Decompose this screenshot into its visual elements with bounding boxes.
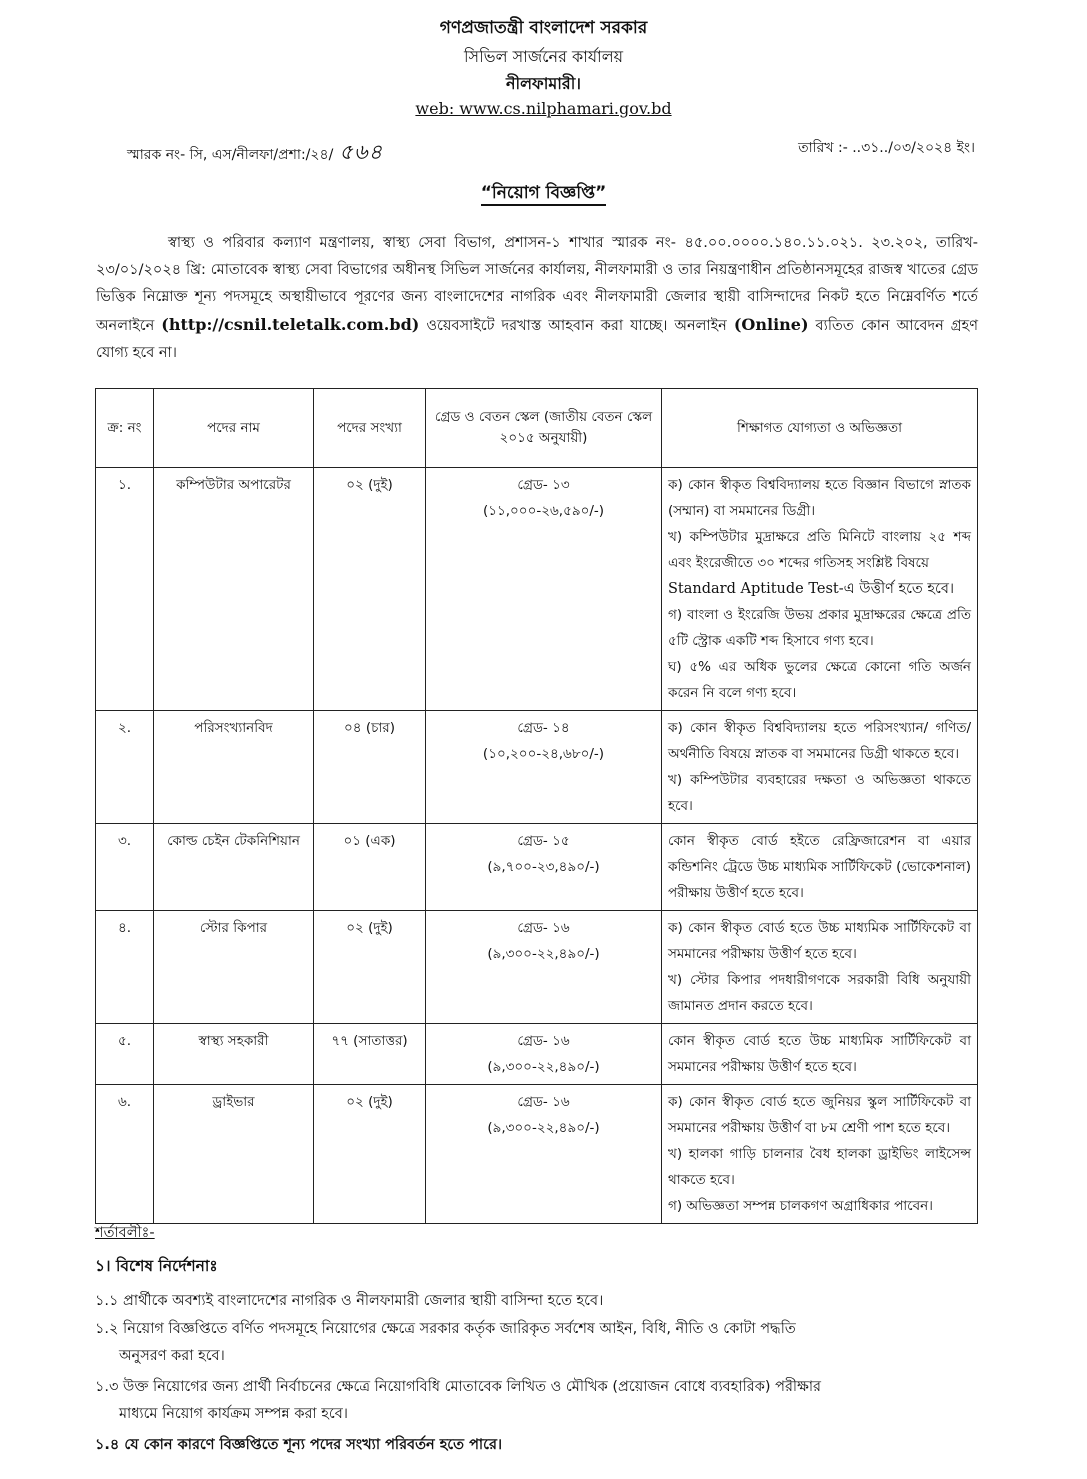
term-item: ১.৪ যে কোন কারণে বিজ্ঞপ্তিতে শূন্য পদের সংখ্যা পরিবর্তন হতে পারে। xyxy=(95,1437,503,1453)
pay-scale: (৯,৩০০-২২,৪৯০/-) xyxy=(487,1059,600,1075)
row-post-name: কোল্ড চেইন টেকনিশিয়ান xyxy=(154,824,314,911)
table-row xyxy=(96,1085,978,1224)
table-header-row xyxy=(96,389,978,468)
pay-scale: (১১,০০০-২৬,৫৯০/-) xyxy=(482,503,605,519)
qualification-line: কোন স্বীকৃত বোর্ড হইতে রেফ্রিজারেশন বা এয়ার কন্ডিশনিং ট্রেডে উচ্চ মাধ্যমিক সার্টিফিকেট (ভোকেশনাল) পরীক্ষায় উত্তীর্ণ হতে হবে। xyxy=(668,833,971,901)
header-post-count: পদের সংখ্যা xyxy=(314,389,426,468)
row-qualification xyxy=(662,468,978,711)
qualification-line: খ) কম্পিউটার মুদ্রাক্ষরে প্রতি মিনিটে বাংলায় ২৫ শব্দ এবং ইংরেজীতে ৩০ শব্দের গতিসহ সংশ্লিষ্ট বিষয়ে xyxy=(668,529,971,571)
notice-title: “নিয়োগ বিজ্ঞপ্তি” xyxy=(0,180,1087,208)
memo-label: স্মারক নং- সি, এস/নীলফা/প্রশা:/২৪/ xyxy=(127,147,334,163)
intro-paragraph xyxy=(96,230,978,367)
website-link[interactable]: web: www.cs.nilphamari.gov.bd xyxy=(415,99,672,118)
row-qualification xyxy=(662,911,978,1024)
header-post-name: পদের নাম xyxy=(154,389,314,468)
qualification-line: খ) স্টোর কিপার পদধারীগণকে সরকারী বিধি অনুযায়ী জামানত প্রদান করতে হবে। xyxy=(668,972,971,1014)
memo-number: ৫৬৪ xyxy=(339,140,384,164)
row-grade xyxy=(426,468,662,711)
row-post-name: ড্রাইভার xyxy=(154,1085,314,1224)
grade-label: গ্রেড- ১৬ xyxy=(517,920,570,936)
row-post-count: ০২ (দুই) xyxy=(314,1085,426,1224)
row-post-count: ০১ (এক) xyxy=(314,824,426,911)
row-grade xyxy=(426,824,662,911)
term-item: ১.১ প্রার্থীকে অবশ্যই বাংলাদেশের নাগরিক ও নীলফামারী জেলার স্থায়ী বাসিন্দা হতে হবে। xyxy=(95,1293,604,1309)
row-grade xyxy=(426,911,662,1024)
row-grade xyxy=(426,711,662,824)
grade-label: গ্রেড- ১৫ xyxy=(517,833,570,849)
qualification-line: Standard Aptitude Test-এ উত্তীর্ণ হতে হবে। xyxy=(668,581,955,597)
qualification-line: ক) কোন স্বীকৃত বিশ্ববিদ্যালয় হতে বিজ্ঞান বিভাগে স্নাতক (সম্মান) বা সমমানের ডিগ্রী। xyxy=(668,477,971,519)
grade-label: গ্রেড- ১৩ xyxy=(517,477,570,493)
term-item-text: ১.৩ উক্ত নিয়োগের জন্য প্রার্থী নির্বাচনের ক্ষেত্রে নিয়োগবিধি মোতাবেক লিখিত ও মৌখিক (প্রয়োজন বোধে ব্যবহারিক) পরীক্ষার xyxy=(95,1379,821,1395)
pay-scale: (১০,২০০-২৪,৬৮০/-) xyxy=(482,746,605,762)
table-row xyxy=(96,711,978,824)
row-post-name: স্টোর কিপার xyxy=(154,911,314,1024)
table-row xyxy=(96,1024,978,1085)
row-grade xyxy=(426,1024,662,1085)
row-serial: ১. xyxy=(96,468,154,711)
row-post-count: ০৪ (চার) xyxy=(314,711,426,824)
government-title: গণপ্রজাতন্ত্রী বাংলাদেশ সরকার xyxy=(439,18,648,38)
row-grade xyxy=(426,1085,662,1224)
row-post-name: স্বাস্থ্য সহকারী xyxy=(154,1024,314,1085)
qualification-line: ক) কোন স্বীকৃত বোর্ড হতে উচ্চ মাধ্যমিক সার্টিফিকেট বা সমমানের পরীক্ষায় উত্তীর্ণ হতে হবে। xyxy=(668,920,971,962)
qualification-line: ক) কোন স্বীকৃত বোর্ড হতে জুনিয়র স্কুল সার্টিফিকেট বা সমমানের পরীক্ষায় উত্তীর্ণ বা ৮ম শ্রেণী পাশ হতে হবে। xyxy=(668,1094,971,1136)
terms-title: শর্তাবলীঃ- xyxy=(95,1225,155,1241)
grade-label: গ্রেড- ১৬ xyxy=(517,1094,570,1110)
grade-label: গ্রেড- ১৪ xyxy=(517,720,570,736)
row-serial: ৬. xyxy=(96,1085,154,1224)
vacancy-table xyxy=(95,388,978,1224)
intro-text: স্বাস্থ্য ও পরিবার কল্যাণ মন্ত্রণালয়, স্বাস্থ্য সেবা বিভাগ, প্রশাসন-১ শাখার স্মারক নং- ৪৫.০০.০০০০.১৪০.১১.০২১. ২৩.২০২, তারিখ- ২৩/০১/২০২৪ খ্রি: মোতাবেক স্বাস্থ্য সেবা বিভাগের অধীনস্থ সিভিল সার্জনের কার্যালয়, নীলফামারী ও তার নিয়ন্ত্রণাধীন প্রতিষ্ঠানসমূহের রাজস্ব খাতের গ্রেড ভিত্তিক নিম্নোক্ত শূন্য পদসমূহে অস্থায়ীভাবে পূরণের জন্য বাংলাদেশের নাগরিক এবং নীলফামারী জেলার স্থায়ী বাসিন্দাদের নিকট হতে নিম্নেবর্ণিত শর্তে অনলাইনে xyxy=(96,235,978,334)
header-qualification: শিক্ষাগত যোগ্যতা ও অভিজ্ঞতা xyxy=(662,389,978,468)
term-item xyxy=(95,1316,980,1370)
online-label: (Online) xyxy=(733,315,809,334)
row-qualification xyxy=(662,711,978,824)
pay-scale: (৯,৩০০-২২,৪৯০/-) xyxy=(487,1120,600,1136)
table-row xyxy=(96,824,978,911)
grade-label: গ্রেড- ১৬ xyxy=(517,1033,570,1049)
intro-text-2: ওয়েবসাইটে দরখাস্ত আহবান করা যাচ্ছে। অনলাইন xyxy=(426,318,727,334)
district-name: নীলফামারী। xyxy=(505,74,581,93)
application-url-link[interactable]: (http://csnil.teletalk.com.bd) xyxy=(161,315,420,334)
qualification-line: কোন স্বীকৃত বোর্ড হতে উচ্চ মাধ্যমিক সার্টিফিকেট বা সমমানের পরীক্ষায় উত্তীর্ণ হতে হবে। xyxy=(668,1033,971,1075)
row-serial: ৩. xyxy=(96,824,154,911)
term-item-continuation: অনুসরণ করা হবে। xyxy=(119,1348,225,1364)
term-item xyxy=(95,1374,980,1428)
row-serial: ২. xyxy=(96,711,154,824)
intro-text-3: ব্যতিত কোন আবেদন গ্রহণ যোগ্য হবে না। xyxy=(96,318,978,361)
qualification-line: খ) হালকা গাড়ি চালনার বৈধ হালকা ড্রাইভিং লাইসেন্স থাকতে হবে। xyxy=(668,1146,971,1188)
row-qualification xyxy=(662,1024,978,1085)
term-item-text: ১.২ নিয়োগ বিজ্ঞপ্তিতে বর্ণিত পদসমূহে নিয়োগের ক্ষেত্রে সরকার কর্তৃক জারিকৃত সর্বশেষ আইন, বিধি, নীতি ও কোটা পদ্ধতি xyxy=(95,1321,796,1337)
table-row xyxy=(96,468,978,711)
qualification-line: খ) কম্পিউটার ব্যবহারের দক্ষতা ও অভিজ্ঞতা থাকতে হবে। xyxy=(668,772,971,814)
qualification-line: গ) অভিজ্ঞতা সম্পন্ন চালকগণ অগ্রাধিকার পাবেন। xyxy=(668,1198,933,1214)
office-name: সিভিল সার্জনের কার্যালয় xyxy=(463,47,624,66)
special-instructions-heading: ১। বিশেষ নির্দেশনাঃ xyxy=(95,1257,218,1275)
pay-scale: (৯,৭০০-২৩,৪৯০/-) xyxy=(487,859,600,875)
header-serial: ক্র: নং xyxy=(96,389,154,468)
row-post-name: কম্পিউটার অপারেটর xyxy=(154,468,314,711)
memo-reference xyxy=(127,136,383,171)
row-post-name: পরিসংখ্যানবিদ xyxy=(154,711,314,824)
row-qualification xyxy=(662,824,978,911)
row-post-count: ৭৭ (সাতাত্তর) xyxy=(314,1024,426,1085)
pay-scale: (৯,৩০০-২২,৪৯০/-) xyxy=(487,946,600,962)
row-post-count: ০২ (দুই) xyxy=(314,468,426,711)
row-qualification xyxy=(662,1085,978,1224)
qualification-line: ঘ) ৫% এর অধিক ভুলের ক্ষেত্রে কোনো গতি অর্জন করেন নি বলে গণ্য হবে। xyxy=(668,659,971,701)
qualification-line: গ) বাংলা ও ইংরেজি উভয় প্রকার মুদ্রাক্ষরের ক্ষেত্রে প্রতি ৫টি স্ট্রোক একটি শব্দ হিসাবে গণ্য হবে। xyxy=(668,607,971,649)
memo-date: তারিখ :- ..৩১../০৩/২০২৪ ইং। xyxy=(798,140,975,156)
row-post-count: ০২ (দুই) xyxy=(314,911,426,1024)
table-row xyxy=(96,911,978,1024)
row-serial: ৪. xyxy=(96,911,154,1024)
term-item-continuation: মাধ্যমে নিয়োগ কার্যক্রম সম্পন্ন করা হবে। xyxy=(119,1406,348,1422)
header-grade-scale: গ্রেড ও বেতন স্কেল (জাতীয় বেতন স্কেল ২০১৫ অনুযায়ী) xyxy=(426,389,662,468)
qualification-line: ক) কোন স্বীকৃত বিশ্ববিদ্যালয় হতে পরিসংখ্যান/ গণিত/অর্থনীতি বিষয়ে স্নাতক বা সমমানের ডিগ্রী থাকতে হবে। xyxy=(668,720,971,762)
row-serial: ৫. xyxy=(96,1024,154,1085)
